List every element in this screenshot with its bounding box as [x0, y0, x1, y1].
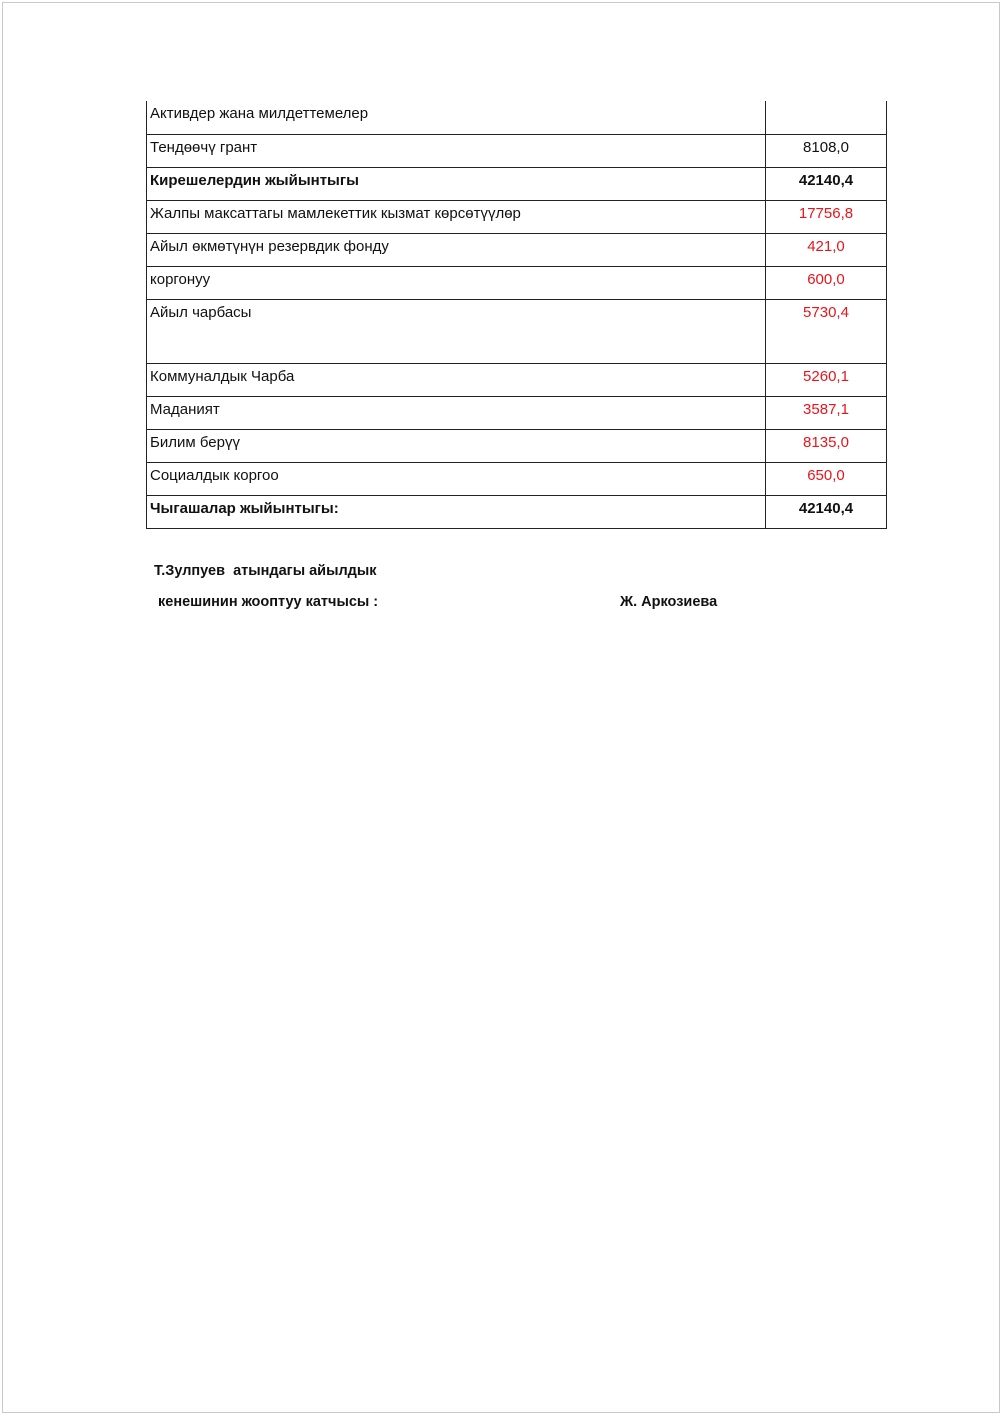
table-row [147, 233, 887, 266]
row-value-text: 17756,8 [798, 204, 854, 222]
table-row [147, 167, 887, 200]
row-value [766, 429, 887, 462]
row-label: Айыл чарбасы [147, 299, 766, 363]
row-label: Коммуналдык Чарба [147, 363, 766, 396]
row-value [766, 200, 887, 233]
row-value [766, 101, 887, 134]
row-label: Билим берүү [147, 429, 766, 462]
row-label: Социалдык коргоо [147, 462, 766, 495]
row-value-text: 8135,0 [803, 433, 849, 451]
row-value [766, 233, 887, 266]
row-value-text: 421,0 [807, 237, 845, 255]
table-row [147, 299, 887, 363]
row-value [766, 167, 887, 200]
table-row [147, 200, 887, 233]
budget-table [146, 101, 887, 529]
row-value [766, 363, 887, 396]
row-value [766, 266, 887, 299]
row-value [766, 495, 887, 528]
row-value [766, 134, 887, 167]
row-value [766, 396, 887, 429]
table-row [147, 101, 887, 134]
table-row [147, 266, 887, 299]
row-value-text: 5730,4 [803, 303, 849, 321]
row-label: Жалпы максаттагы мамлекеттик кызмат көрсөтүүлөр [147, 200, 766, 233]
table-row [147, 429, 887, 462]
table-row [147, 495, 887, 528]
document-page [2, 2, 1000, 1413]
row-value [766, 299, 887, 363]
budget-table-body [147, 101, 887, 528]
signatory-name: Ж. Аркозиева [620, 594, 718, 610]
row-value-text: 42140,4 [798, 499, 854, 517]
row-value-text: 5260,1 [803, 367, 849, 385]
signature-line-2: кенешинин жооптуу катчысы : [158, 594, 379, 610]
table-row [147, 462, 887, 495]
row-value-text: 600,0 [807, 270, 845, 288]
row-value-text: 650,0 [807, 466, 845, 484]
table-row [147, 363, 887, 396]
row-label: Маданият [147, 396, 766, 429]
row-value-text: 3587,1 [803, 400, 849, 418]
table-row [147, 134, 887, 167]
row-value [766, 462, 887, 495]
row-value-text: 8108,0 [803, 138, 849, 156]
row-label: Тендөөчү грант [147, 134, 766, 167]
row-value-text: 42140,4 [798, 171, 854, 189]
row-label: Кирешелердин жыйынтыгы [147, 167, 766, 200]
row-label: коргонуу [147, 266, 766, 299]
row-label: Айыл өкмөтүнүн резервдик фонду [147, 233, 766, 266]
row-label: Чыгашалар жыйынтыгы: [147, 495, 766, 528]
table-row [147, 396, 887, 429]
signature-line-1: Т.Зулпуев атындагы айылдык [154, 563, 377, 579]
row-label: Активдер жана милдеттемелер [147, 101, 766, 134]
